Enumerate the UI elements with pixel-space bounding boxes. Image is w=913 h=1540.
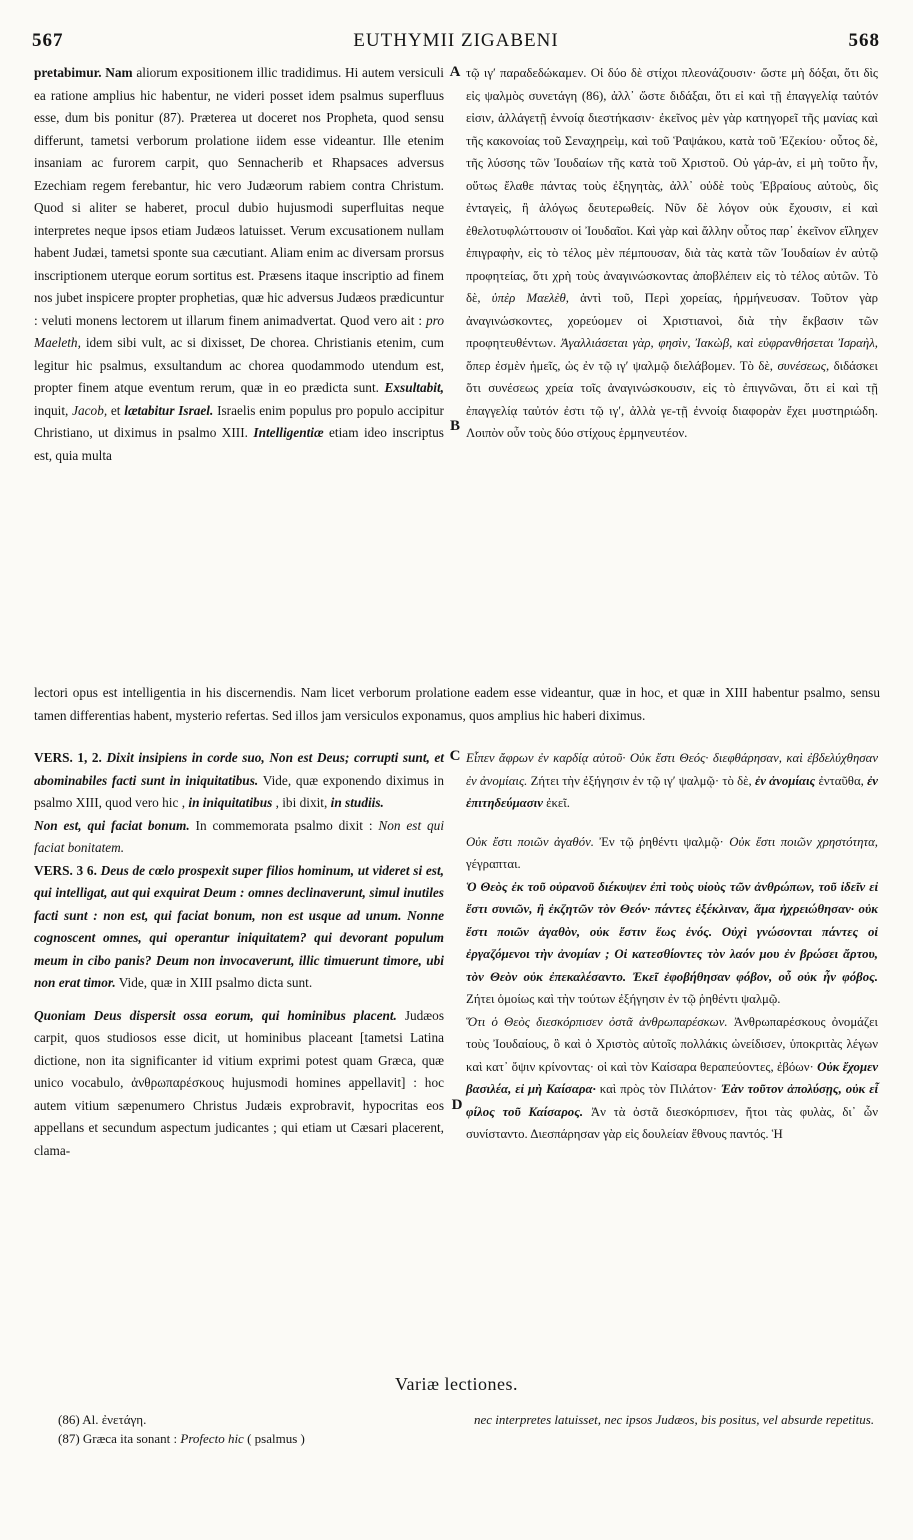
latin-text: et	[110, 402, 121, 418]
note-number: (86)	[58, 1412, 80, 1427]
greek-italic: ἐν ἐπιτηδεύμασιν	[466, 773, 878, 810]
latin-text: idem sibi vult, ac si dixisset, De chorea. Christianis etenim, cum legitur hic psalmus, exsultandum ac chorea quodammodo utendum est, propter finem atque eventum rerum, quæ in eo prædicta sunt.	[34, 335, 444, 395]
variant-notes-left	[58, 1410, 458, 1448]
greek-italic: Ὅτι ὁ Θεὸς διεσκόρπισεν ὀστᾶ ἀνθρωπαρέσκων.	[466, 1014, 728, 1029]
note-number: (87)	[58, 1431, 80, 1446]
latin-paragraph	[34, 62, 444, 467]
greek-italic: Οὐκ ἔχομεν βασιλέα, εἰ μὴ Καίσαρα·	[466, 1059, 878, 1096]
latin-text: In commemorata psalmo dixit :	[195, 817, 373, 833]
verse-quote: Quoniam Deus dispersit ossa eorum, qui hominibus placent.	[34, 1007, 397, 1023]
verse-label: VERS. 3 6.	[34, 862, 97, 878]
greek-text: ἐκεῖ.	[546, 796, 570, 810]
greek-italic: Ὁ Θεὸς ἐκ τοῦ οὐρανοῦ διέκυψεν ἐπὶ τοὺς υἱοὺς τῶν ἀνθρώπων, τοῦ ἰδεῖν εἰ ἔστι συνιῶν, ἢ ἐκζητῶν τὸν Θεόν· πάντες ἐξέκλιναν, ἅμα ἠχρειώθησαν· οὐκ ἔστι ποιῶν ἀγαθὸν, οὐκ ἔστιν ἕως ἑνός. Οὐχὶ γνώσονται πάντες οἱ ἐργαζόμενοι τὴν ἀνομίαν ; Οἱ κατεσθίοντες τὸν λαόν μου ἐν βρώσει ἄρτου, τὸν Θεὸν οὐκ ἐπεκαλέσαντο. Ἐκεῖ ἐφοβήθησαν φόβον, οὗ οὐκ ἦν φόβος.	[466, 879, 878, 984]
latin-italic: in studiis.	[330, 795, 384, 810]
variant-notes-right	[474, 1410, 878, 1429]
note-text: Græca ita sonant :	[82, 1431, 178, 1446]
greek-text: Ζήτει ὁμοίως καὶ τὴν τούτων ἐξήγησιν ἐν τῷ ῥηθέντι ψαλμῷ.	[466, 992, 781, 1006]
greek-verse-4	[466, 1011, 878, 1146]
latin-italic: Non est qui faciat bonitatem.	[34, 817, 445, 855]
margin-letter-b: B	[449, 418, 460, 434]
greek-text: τῷ ιγʹ παραδεδώκαμεν. Οἱ δύο δὲ στίχοι πλεονάζουσιν· ὥστε μὴ δόξαι, ὅτι δὶς εἰς ψαλμὸς συνετάγη (86), ἀλλ᾽ ὥστε διδάξαι, ὅτι εἰ καὶ τῇ ἐπαγγελίᾳ ταὐτόν εἰσιν, ἀλλάγετῇ ἐννοίᾳ διεστήκασιν· ἐκεῖνος μὲν γὰρ κατηγορεῖ τῆς μανίας καὶ τῆς κακονοίας τοῦ Σεναχηρεὶμ, καὶ τοῦ Ῥαψάκου, κατὰ τοῦ Ἐζεκίου· οὗτος δὲ, τῆς λύσσης τῶν Ἰουδαίων τῆς κατὰ τοῦ Χριστοῦ. Οὐ γάρ-ἀν, εἰ μὴ τοῦτο ἦν, οὕτως ἔλαθε πάντας τοὺς ἐξηγητὰς, ἀλλ᾽ οὐδὲ τοὺς Ἑβραίους αὐτοὺς, δὶς ἐνταγεὶς, ἢ ἀλόγως δευτερωθείς. Νῦν δὲ λόγον οὐκ ἔχουσιν, εἰ καὶ ἐθελοτυφλώττουσιν οἱ Ἰουδαῖοι. Καὶ γὰρ καὶ ἄλλην οὗτος παρ᾽ ἐκεῖνον εἴληχεν ἐπιγραφὴν, εἰς τὸ τέλος μὲν πέμπουσαν, διὰ τὰς κατὰ τῶν Ἰουδαίων ἐν αὐτῷ προφητείας, ὅτι χρὴ τοὺς ἀναγινώσκοντας ἀποβλέπειν εἰς τὸ τέλος αὐτῶν. Τὸ δὲ,	[466, 66, 878, 305]
running-header	[32, 30, 880, 60]
note-text: Al. ἐνετάγη.	[82, 1412, 147, 1427]
greek-text: Ἐν τῷ ῥηθέντι ψαλμῷ·	[599, 834, 724, 849]
latin-text: Vide, quæ in XIII psalmo dicta sunt.	[118, 975, 313, 990]
greek-verse-2	[466, 831, 878, 876]
margin-letter-d: D	[451, 1097, 463, 1113]
latin-text: , ibi dixit,	[275, 795, 328, 810]
greek-column-upper	[466, 62, 878, 445]
variant-note-86	[58, 1410, 458, 1429]
greek-text: ἐνταῦθα,	[818, 773, 864, 788]
latin-column-lower	[34, 747, 444, 1162]
margin-letter-c: C	[449, 748, 461, 764]
latin-text: Vide, quæ exponendo diximus in psalmo XIII, quod vero hic ,	[34, 772, 444, 810]
latin-italic: Exsultabit,	[384, 380, 444, 395]
latin-text: Israelis enim populus pro populo accipitur Christiano, ut diximus in psalmo XIII.	[34, 402, 444, 440]
note-italic: Profecto hic	[180, 1431, 244, 1446]
running-title: EUTHYMII ZIGABENI	[353, 30, 559, 51]
verse-quote: Non est, qui faciat bonum.	[34, 817, 190, 833]
full-width-paragraph	[34, 682, 880, 727]
note-text: ( psalmus )	[247, 1431, 305, 1446]
greek-italic: ἐν ἀνομίαις	[754, 773, 816, 788]
greek-italic: συνέσεως,	[777, 358, 830, 373]
greek-italic: ὑπὲρ Μαελὲθ,	[491, 291, 569, 305]
margin-letter-a: A	[449, 64, 461, 80]
verse-3-6	[34, 860, 444, 995]
latin-text: inquit,	[34, 402, 69, 418]
page-number-left: 567	[32, 30, 64, 51]
greek-text: Ἀνθρωπαρέσκους ὀνομάζει τοὺς Ἰουδαίους, ὃ καὶ ὁ Χριστὸς αὐτοῖς πολλάκις ὠνείδισεν, ὑποκριτὰς λέγων καὶ κατ᾽ ὄψιν κρίνοντας· οἱ καὶ τὸν Καίσαρα θεραπεύοντες, ἐβόων·	[466, 1014, 878, 1074]
latin-text: lectori opus est intelligentia in his discernendis. Nam licet verborum prolatione eadem esse videantur, quæ in hoc, et quæ in XIII habentur psalmo, sensu tamen differentias habent, mysterio refertas. Sed illos jam versiculos exponamus, quos amplius hic haberi diximus.	[34, 685, 880, 723]
latin-text: aliorum expositionem illic tradidimus. Hi autem versiculi ea ratione amplius hic habentur, ne videri posset idem psalmus superfluus esse, dum bis ponitur (87). Præterea ut doceret nos Propheta, quod sensu differunt, tametsi verborum prolatione iidem esse videantur. Ille etenim insaniam ac furorem carpit, quo Sennacherib et Rhapsaces adversus Ezechiam regem ferebantur, hic vero Judæorum rabiem contra Christum. Quod si aliter se haberet, procul dubio hujusmodi superfluitas neque interpretes neque ipsos etiam Judæos latuisset. Verum excusationem nullam habent Judæi, tametsi sponte sua cæcutiant. Aliam enim ac diversam prorsus inscriptionem uterque eorum sortitus est. Præsens itaque inscriptio ad finem nos jubet inspicere propter prophetias, quæ hic adversus Judæos prædicuntur : veluti monens lectorem ut illarum finem animadvertat. Quod vero ait :	[34, 65, 444, 328]
latin-italic: pro Maeleth,	[34, 312, 444, 350]
verse-quote: Dixit insipiens in corde suo, Non est Deus; corrupti sunt, et abominabiles facti sunt in iniquitatibus.	[34, 750, 445, 788]
latin-italic: Jacob,	[72, 402, 108, 418]
greek-verse-1	[466, 747, 878, 815]
greek-italic: Εἶπεν ἄφρων ἐν καρδίᾳ αὐτοῦ· Οὐκ ἔστι Θεός· διεφθάρησαν, καὶ ἐβδελύχθησαν ἐν ἀνομίαις.	[466, 751, 878, 788]
greek-italic: Οὐκ ἔστι ποιῶν χρηστότητα,	[729, 834, 878, 849]
verse-label: VERS. 1, 2.	[34, 750, 102, 765]
variant-note-87-cont: nec interpretes latuisset, nec ipsos Judæos, bis positus, vel absurde repetitus.	[474, 1412, 875, 1427]
variant-note-87	[58, 1429, 458, 1448]
latin-italic: lætabitur Israel.	[124, 402, 214, 418]
greek-column-lower	[466, 747, 878, 1146]
verse-1-2	[34, 747, 444, 815]
greek-italic: Οὐκ ἔστι ποιῶν ἀγαθόν.	[466, 834, 594, 849]
greek-verse-3	[466, 876, 878, 1011]
verse-quote: Deus de cœlo prospexit super filios hominum, ut videret si est, qui intelligat, aut qui exquirat Deum : omnes declinaverunt, simul inutiles facti sunt : non est, qui faciat bonum, non est usque ad unum. Nonne cognoscent omnes, qui operantur iniquitatem? qui devorant populum meum in cibo panis? Deum non invocaverunt, illic timuerunt timore, ubi non erat timor.	[34, 862, 444, 990]
greek-italic: Ἀγαλλιάσεται γὰρ, φησὶν, Ἰακὼβ, καὶ εὐφρανθήσεται Ἰσραὴλ,	[560, 336, 878, 350]
variae-lectiones-title: Variæ lectiones.	[395, 1374, 518, 1394]
greek-text: ὅπερ ἐσμὲν ἡμεῖς, ὡς ἐν τῷ ιγʹ ψαλμῷ διελάβομεν. Τὸ δὲ,	[466, 358, 773, 373]
quoniam-paragraph	[34, 1005, 444, 1163]
latin-lead-text: pretabimur. Nam	[34, 65, 133, 80]
latin-italic: in iniquitatibus	[188, 795, 273, 810]
greek-italic: Ἐὰν τοῦτον ἀπολύσῃς, οὐκ εἶ φίλος τοῦ Καίσαρος.	[466, 1082, 879, 1119]
latin-text: Judæos carpit, quos studiosos esse dicit, ut hominibus placeant [tametsi Latina dictione, non ita significanter id vitium exprimi potest quam Græca, quæ unico vocabulo, ἀνθρωπαρέσκους hujusmodi homines appellavit] : hoc autem vitium sæpenumero Christus Judæis exprobravit, hypocritas eos appellans et secundum aspectum judicantes ; qui etiam ut Cæsari placerent, clama-	[34, 1007, 444, 1158]
greek-text: ἀντὶ τοῦ, Περὶ χορείας, ἡρμήνευσαν. Τοῦτον γὰρ ἀναγινώσκοντες, χορεύομεν οἱ Χριστιανοὶ, διὰ τὴν ἔκβασιν τῶν προφητευθέντων.	[466, 291, 878, 350]
greek-paragraph	[466, 62, 878, 445]
non-est-paragraph	[34, 815, 444, 860]
greek-text: διδάσκει ὅτι συνέσεως χρεία τοῖς ἀναγινώσκουσιν, εἰς τὸ ἐπιγνῶναι, ὅτι εἰ καὶ τῇ ἐπαγγελίᾳ ταὐτόν ἐστι τῷ ιγʹ, ἀλλὰ γε-τῇ ἐννοίᾳ διαφορὰν ἔχει μυστηριώδη. Λοιπὸν οὖν τοὺς δύο στίχους ἑρμηνευτέον.	[466, 358, 878, 440]
greek-text: γέγραπται.	[466, 857, 521, 871]
latin-column-upper	[34, 62, 444, 467]
greek-text: καὶ πρὸς τὸν Πιλάτον·	[599, 1082, 717, 1096]
page-number-right: 568	[848, 30, 880, 51]
greek-text: Ἀν τὰ ὀστᾶ διεσκόρπισεν, ἤτοι τὰς φυλὰς, δι᾽ ὧν συνίσταντο. Διεσπάρησαν γὰρ εἰς δουλείαν ἔθνους παντός. Ἡ	[466, 1104, 878, 1141]
latin-text: etiam ideo inscriptus est, quia multa	[34, 425, 444, 463]
latin-italic: Intelligentiæ	[253, 425, 324, 440]
greek-text: Ζήτει τὴν ἐξήγησιν ἐν τῷ ιγʹ ψαλμῷ· τὸ δὲ,	[530, 773, 752, 788]
